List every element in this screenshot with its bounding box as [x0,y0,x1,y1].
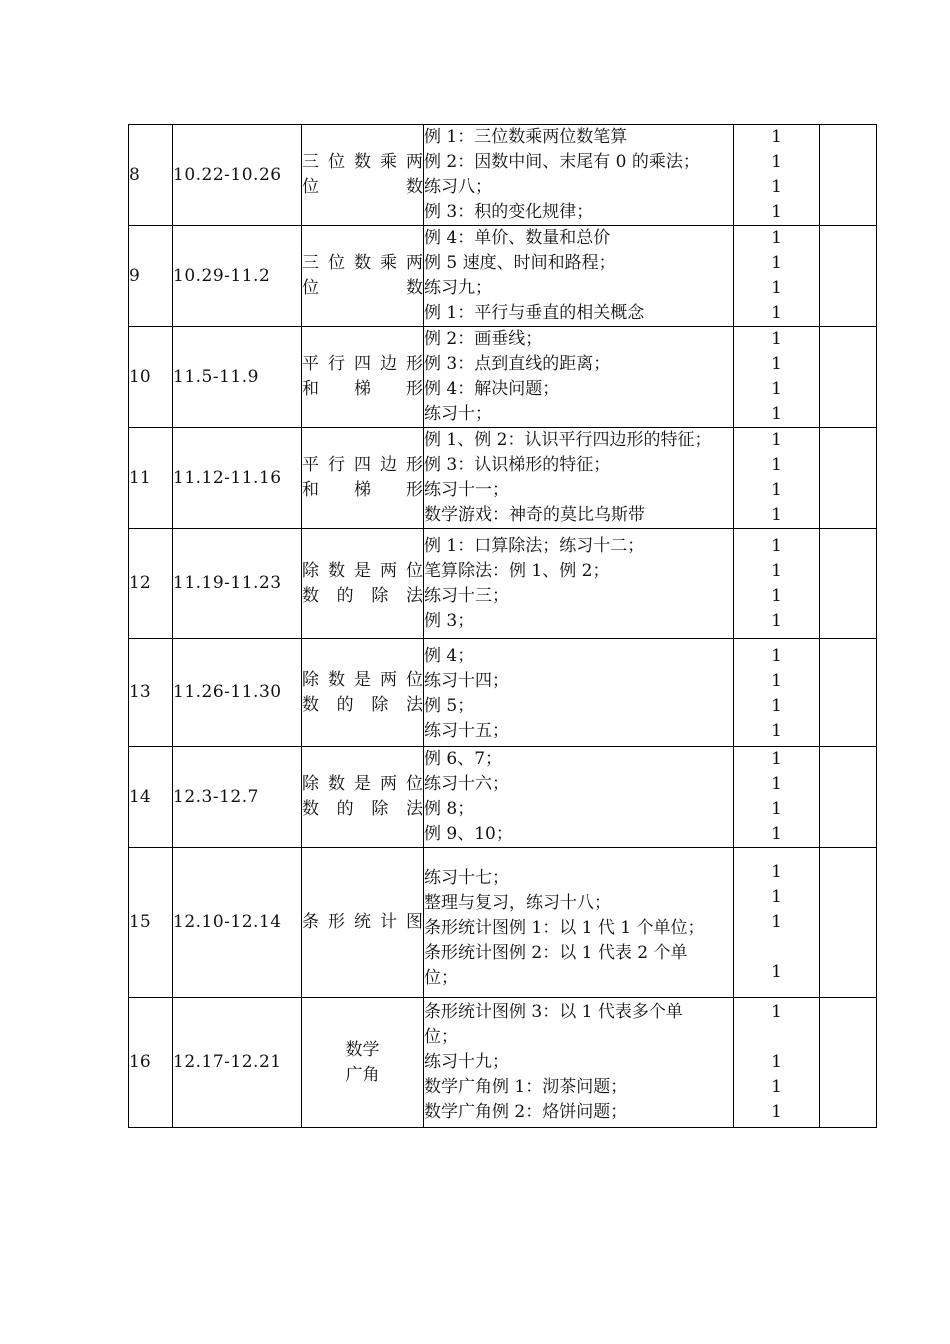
schedule-body [129,125,877,1128]
lesson-hours: 1 1 1 1 [734,998,820,1128]
remarks-cell [820,998,877,1128]
lesson-content: 例 2：画垂线； 例 3：点到直线的距离； 例 4：解决问题； 练习十； [424,327,734,428]
unit-topic: 除数是两位 数的除法 [302,529,424,639]
table-row [129,529,877,639]
lesson-hours: 1 1 1 1 [734,125,820,226]
week-number: 16 [129,998,173,1128]
date-range: 11.5-11.9 [173,327,302,428]
remarks-cell [820,529,877,639]
remarks-cell [820,125,877,226]
unit-topic: 平行四边形 和梯形 [302,327,424,428]
table-row [129,848,877,998]
date-range: 11.12-11.16 [173,428,302,529]
week-number: 13 [129,639,173,747]
remarks-cell [820,428,877,529]
lesson-hours: 1 1 1 1 [734,747,820,848]
week-number: 10 [129,327,173,428]
unit-topic: 条形统计图 [302,848,424,998]
lesson-content: 例 4； 练习十四； 例 5； 练习十五； [424,639,734,747]
unit-topic: 除数是两位 数的除法 [302,639,424,747]
date-range: 11.19-11.23 [173,529,302,639]
date-range: 12.3-12.7 [173,747,302,848]
lesson-content: 例 4：单价、数量和总价 例 5 速度、时间和路程； 练习九； 例 1：平行与垂直的相关概念 [424,226,734,327]
table-row [129,747,877,848]
week-number: 11 [129,428,173,529]
unit-topic: 平行四边形 和梯形 [302,428,424,529]
date-range: 10.22-10.26 [173,125,302,226]
lesson-hours: 1 1 1 1 [734,226,820,327]
table-row [129,125,877,226]
lesson-hours: 1 1 1 1 [734,529,820,639]
remarks-cell [820,747,877,848]
week-number: 12 [129,529,173,639]
table-row [129,998,877,1128]
week-number: 9 [129,226,173,327]
table-row [129,226,877,327]
date-range: 12.10-12.14 [173,848,302,998]
lesson-hours: 1 1 1 1 [734,639,820,747]
week-number: 8 [129,125,173,226]
remarks-cell [820,639,877,747]
date-range: 11.26-11.30 [173,639,302,747]
unit-topic: 三位数乘两 位数 [302,125,424,226]
unit-topic: 三位数乘两 位数 [302,226,424,327]
unit-topic: 除数是两位 数的除法 [302,747,424,848]
lesson-hours: 1 1 1 1 [734,327,820,428]
table-row [129,428,877,529]
lesson-content: 条形统计图例 3：以 1 代表多个单 位； 练习十九； 数学广角例 1：沏茶问题； 数学广角例 2：烙饼问题； [424,998,734,1128]
lesson-content: 练习十七； 整理与复习，练习十八； 条形统计图例 1：以 1 代 1 个单位； 条形统计图例 2：以 1 代表 2 个单 位； [424,848,734,998]
week-number: 14 [129,747,173,848]
lesson-hours: 1 1 1 1 [734,428,820,529]
lesson-content: 例 1、例 2：认识平行四边形的特征； 例 3：认识梯形的特征； 练习十一； 数学游戏：神奇的莫比乌斯带 [424,428,734,529]
date-range: 10.29-11.2 [173,226,302,327]
unit-topic: 数学 广角 [302,998,424,1128]
remarks-cell [820,848,877,998]
lesson-hours: 1 1 1 1 [734,848,820,998]
lesson-content: 例 6、7； 练习十六； 例 8； 例 9、10； [424,747,734,848]
remarks-cell [820,226,877,327]
week-number: 15 [129,848,173,998]
date-range: 12.17-12.21 [173,998,302,1128]
remarks-cell [820,327,877,428]
schedule-table [128,124,877,1128]
table-row [129,327,877,428]
lesson-content: 例 1：口算除法；练习十二； 笔算除法：例 1、例 2； 练习十三； 例 3； [424,529,734,639]
table-row [129,639,877,747]
lesson-content: 例 1：三位数乘两位数笔算 例 2：因数中间、末尾有 0 的乘法； 练习八； 例 3：积的变化规律； [424,125,734,226]
